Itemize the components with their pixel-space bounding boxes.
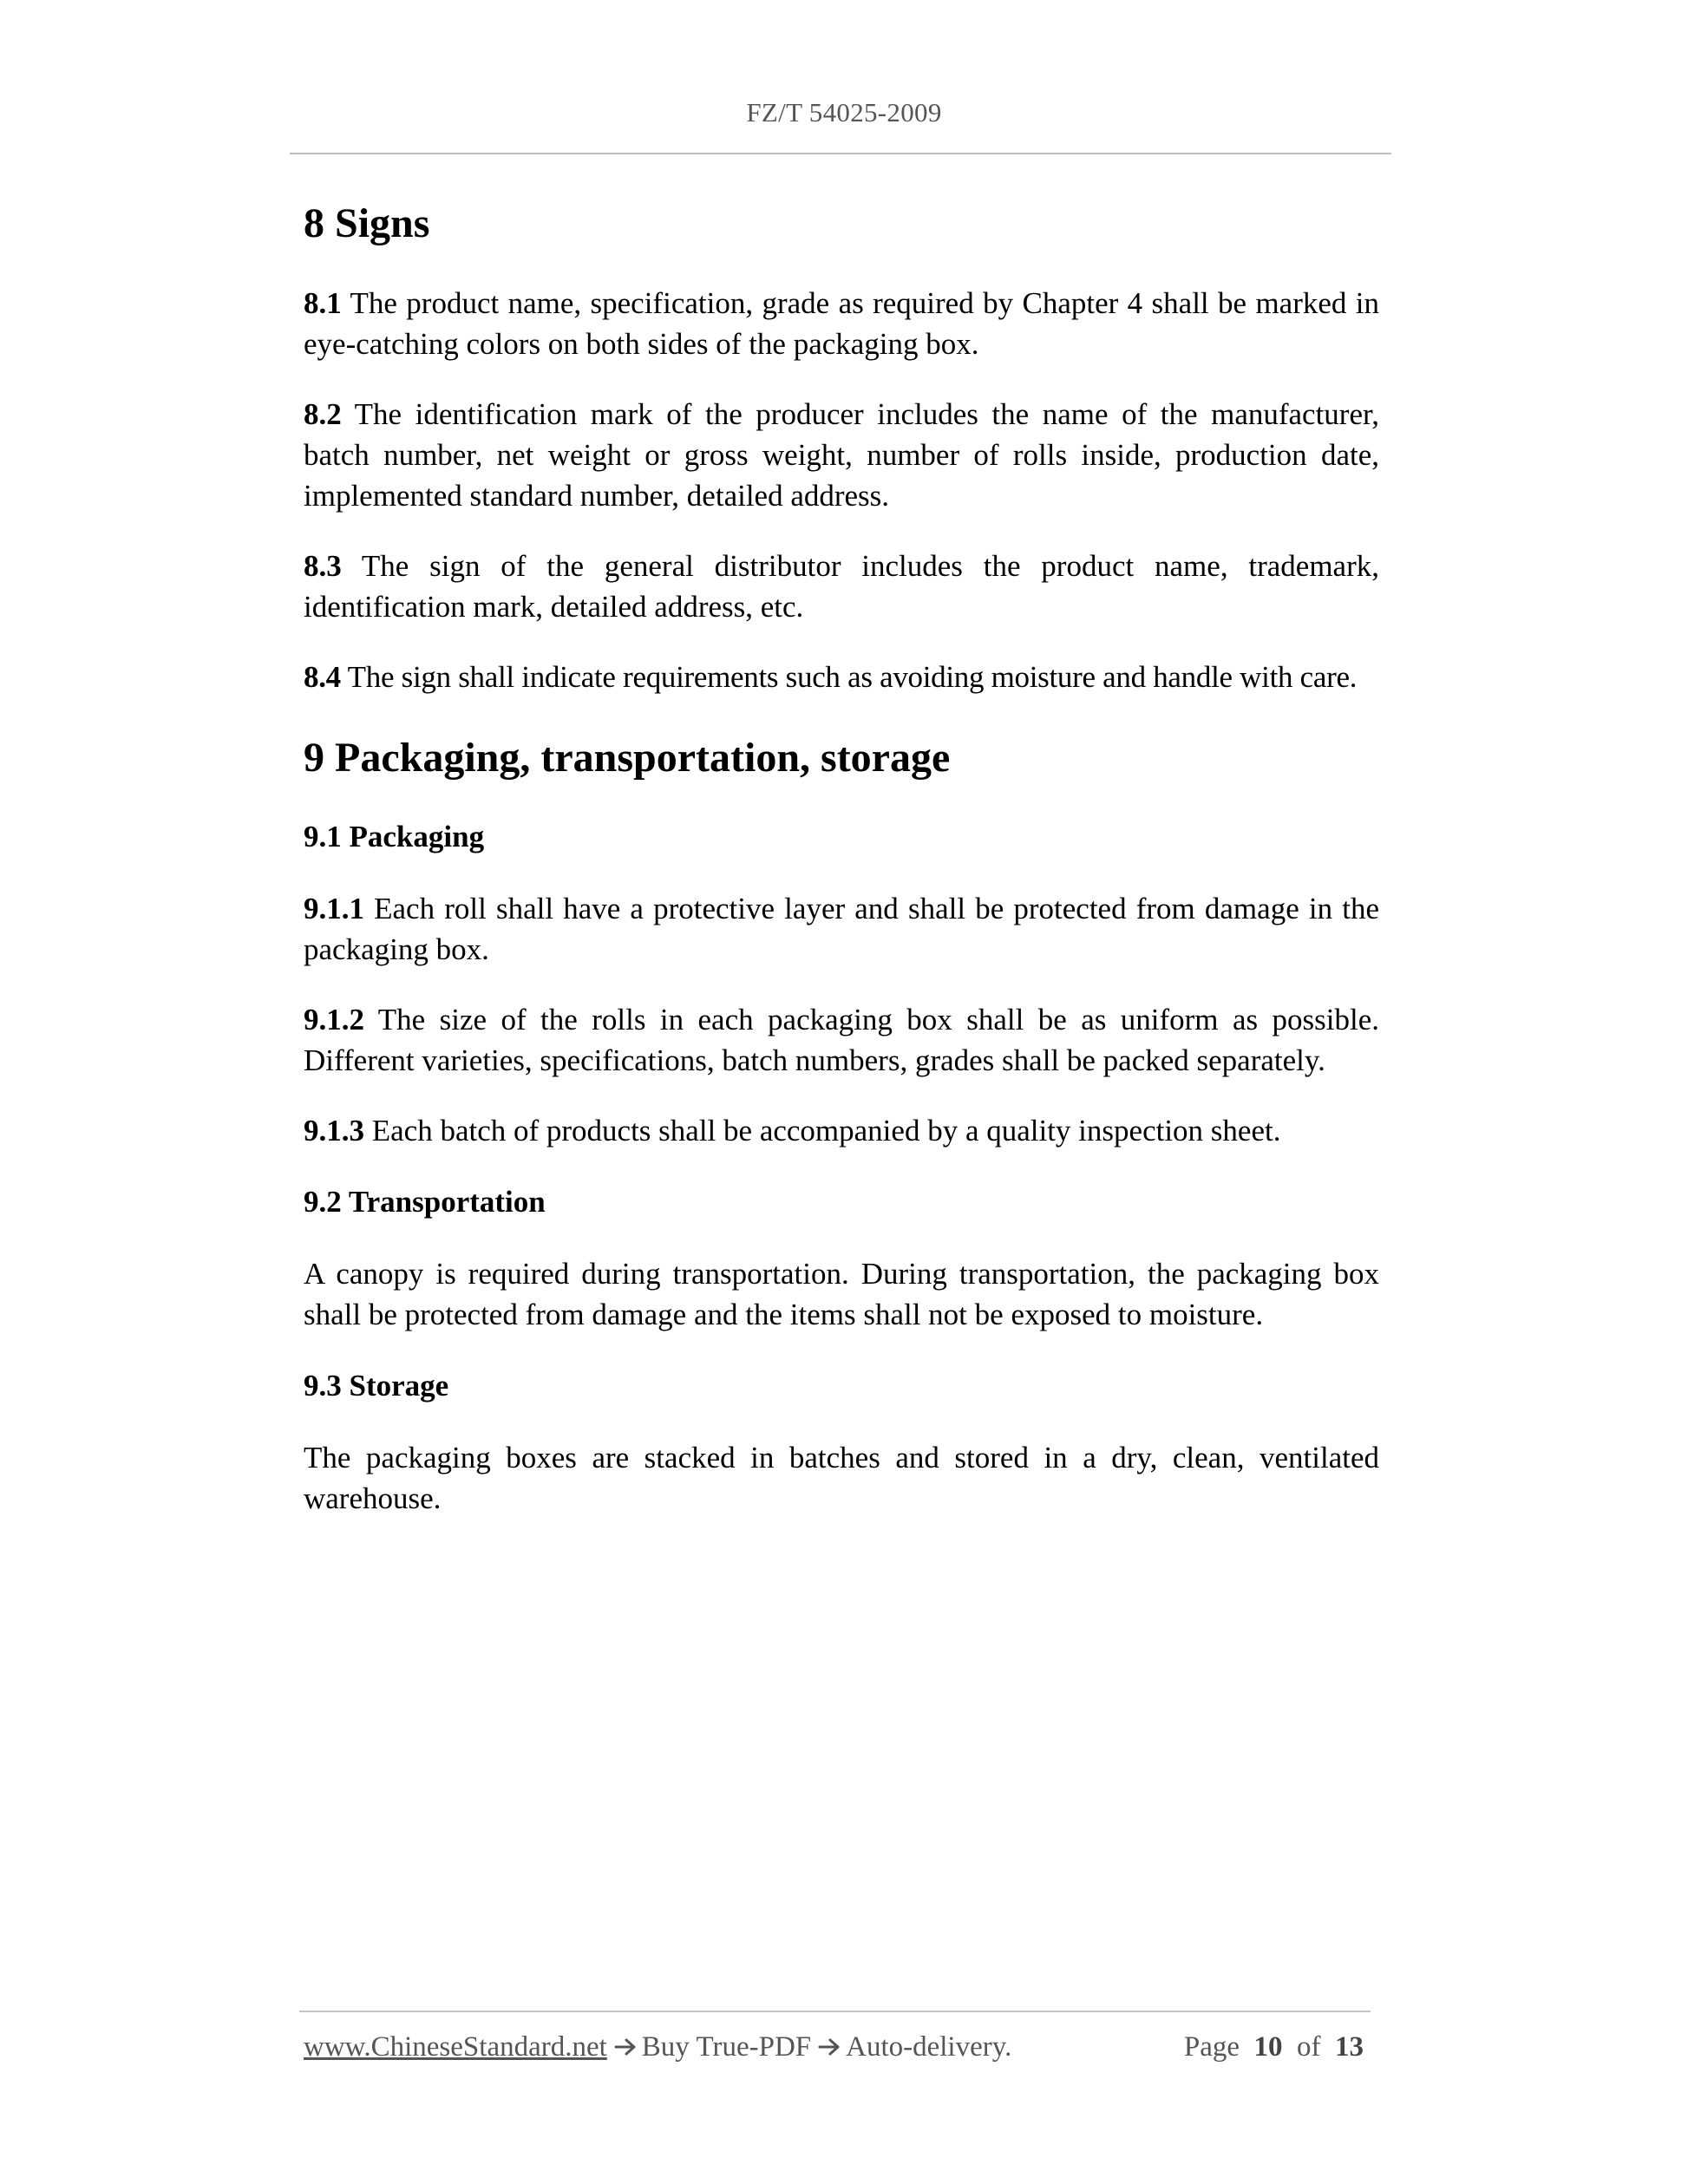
clause-9-1-1 [304,888,1379,970]
of-label: of [1297,2031,1321,2063]
clause-text: Each batch of products shall be accompanied by a quality inspection sheet. [364,1114,1281,1148]
footer-promo [304,2031,1011,2063]
clause-text: The size of the rolls in each packaging box shall be as uniform as possible. Different varieties, specifications, batch numbers, grades shall be packed separately. [304,1003,1379,1077]
page-label: Page [1183,2031,1240,2063]
section-8-heading: 8 Signs [304,200,430,246]
clause-number: 9.1.1 [304,892,364,925]
total-pages-number: 13 [1335,2031,1364,2063]
website-link[interactable]: www.ChineseStandard.net [304,2031,607,2063]
page-footer [304,2031,1371,2070]
clause-number: 8.2 [304,397,342,431]
current-page-number: 10 [1253,2031,1283,2063]
clause-text: The sign of the general distributor includes the product name, trademark, identification mark, detailed address, etc. [304,549,1379,624]
subsection-9-3-heading: 9.3 Storage [304,1369,449,1403]
buy-pdf-text: Buy True-PDF [641,2031,812,2063]
storage-paragraph: The packaging boxes are stacked in batches and stored in a dry, clean, ventilated warehouse. [304,1441,1379,1515]
clause-text: The product name, specification, grade as required by Chapter 4 shall be marked in eye-catching colors on both sides of the packaging box. [304,286,1379,361]
auto-delivery-text: Auto-delivery. [846,2031,1012,2063]
section-9-heading: 9 Packaging, transportation, storage [304,735,951,781]
clause-number: 9.1.3 [304,1114,364,1148]
clause-number: 8.1 [304,286,342,320]
clause-8-3 [304,546,1379,627]
arrow-right-icon [614,2033,638,2054]
clause-text: The identification mark of the producer includes the name of the manufacturer, batch number, net weight or gross weight, number of rolls inside, production date, implemented standard number, detailed address. [304,397,1379,513]
clause-9-1-3 [304,1110,1379,1151]
subsection-9-1-heading: 9.1 Packaging [304,820,485,853]
clause-text: Each roll shall have a protective layer and shall be protected from damage in the packaging box. [304,892,1379,966]
document-code-header: FZ/T 54025-2009 [746,97,942,128]
clause-9-1-2 [304,999,1379,1081]
transportation-paragraph: A canopy is required during transportation. During transportation, the packaging box shall be protected from damage and the items shall not be exposed to moisture. [304,1257,1379,1331]
subsection-9-2-heading: 9.2 Transportation [304,1185,546,1219]
page-body [304,198,1379,1519]
clause-8-4 [304,657,1379,697]
page-indicator [1184,2031,1364,2063]
clause-text: The sign shall indicate requirements such as avoiding moisture and handle with care. [340,660,1358,694]
clause-number: 8.4 [304,660,341,694]
clause-number: 9.1.2 [304,1003,364,1036]
footer-divider [299,2011,1371,2012]
clause-8-1 [304,283,1379,364]
clause-number: 8.3 [304,549,342,583]
arrow-right-icon [818,2033,842,2054]
clause-8-2 [304,394,1379,516]
header-divider [290,153,1391,154]
